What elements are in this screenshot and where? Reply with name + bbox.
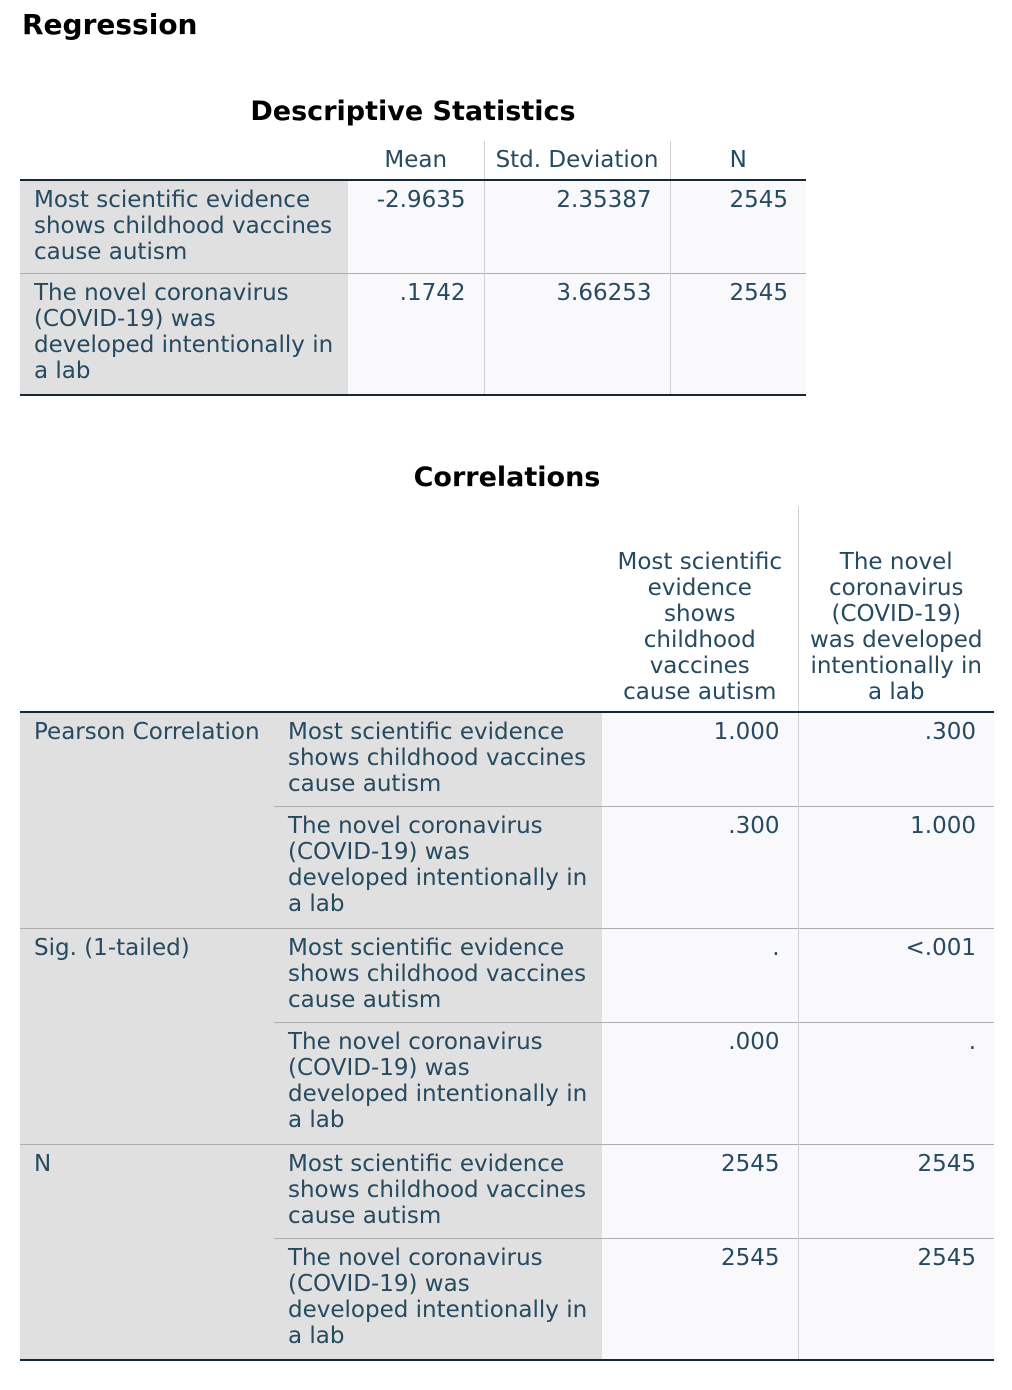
group-label-sig-1-tailed: Sig. (1-tailed) <box>20 928 274 1144</box>
correlations-table-title: Correlations <box>413 462 601 493</box>
row-label: The novel coronavirus (COVID-19) was developed intentionally in a lab <box>20 273 348 395</box>
row-label: Most scientific evidence shows childhood vaccines cause autism <box>274 712 602 806</box>
table-row <box>20 712 994 806</box>
table-row <box>20 180 806 273</box>
descriptive-statistics-table <box>20 141 806 396</box>
table-row <box>20 928 994 1022</box>
row-label: The novel coronavirus (COVID-19) was developed intentionally in a lab <box>274 806 602 928</box>
correlations-table <box>20 506 994 1361</box>
n-value: 2545 <box>602 1238 798 1360</box>
significance-value: <.001 <box>798 928 994 1022</box>
n-value: 2545 <box>798 1238 994 1360</box>
column-header-std-deviation: Std. Deviation <box>484 141 670 180</box>
row-label: Most scientific evidence shows childhood vaccines cause autism <box>274 1144 602 1238</box>
group-label-pearson-correlation: Pearson Correlation <box>20 712 274 928</box>
corner-cell <box>20 141 348 180</box>
corner-cell <box>20 506 602 712</box>
n-value: 2545 <box>798 1144 994 1238</box>
row-label: The novel coronavirus (COVID-19) was developed intentionally in a lab <box>274 1022 602 1144</box>
correlation-value: .300 <box>798 712 994 806</box>
significance-value: .000 <box>602 1022 798 1144</box>
n-value: 2545 <box>602 1144 798 1238</box>
row-label: Most scientific evidence shows childhood vaccines cause autism <box>20 180 348 273</box>
n-value: 2545 <box>670 180 806 273</box>
group-label-n: N <box>20 1144 274 1360</box>
row-label: Most scientific evidence shows childhood vaccines cause autism <box>274 928 602 1022</box>
page-heading: Regression <box>22 8 198 41</box>
mean-value: .1742 <box>348 273 484 395</box>
significance-value: . <box>602 928 798 1022</box>
std-deviation-value: 3.66253 <box>484 273 670 395</box>
correlation-value: 1.000 <box>798 806 994 928</box>
std-deviation-value: 2.35387 <box>484 180 670 273</box>
correlation-value: 1.000 <box>602 712 798 806</box>
column-header-covid-lab: The novel coronavirus (COVID-19) was developed intentionally in a lab <box>798 506 994 712</box>
column-header-mean: Mean <box>384 147 448 173</box>
descriptive-table-title: Descriptive Statistics <box>250 96 576 127</box>
row-label: The novel coronavirus (COVID-19) was developed intentionally in a lab <box>274 1238 602 1360</box>
n-value: 2545 <box>670 273 806 395</box>
column-header-vaccines-autism: Most scientific evidence shows childhood vaccines cause autism <box>617 549 782 705</box>
significance-value: . <box>798 1022 994 1144</box>
table-row <box>20 1144 994 1238</box>
mean-value: -2.9635 <box>348 180 484 273</box>
correlation-value: .300 <box>602 806 798 928</box>
table-row <box>20 273 806 395</box>
column-header-n: N <box>670 141 806 180</box>
